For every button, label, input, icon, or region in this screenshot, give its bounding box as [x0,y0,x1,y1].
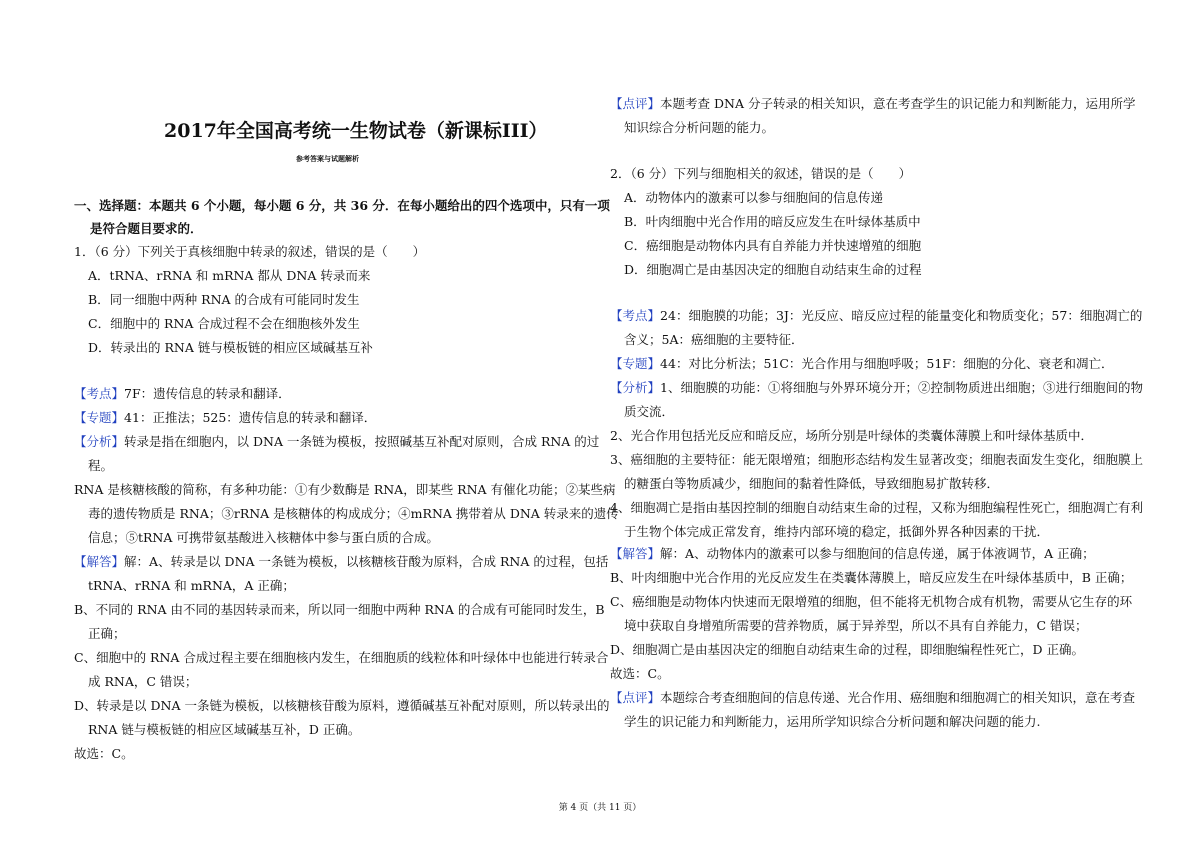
jieda-2-tag: 解答 [622,546,648,561]
rna-line-3: 信息；⑤tRNA 可携带氨基酸进入核糖体中参与蛋白质的合成。 [88,530,439,545]
zhuanti-2-tag: 专题 [622,356,648,371]
fenxi-1: 【分析】转录是指在细胞内，以 DNA 一条链为模板，按照碱基互补配对原则，合成 RNA 的过 [74,434,600,449]
kaodian-2: 【考点】24：细胞膜的功能；3J：光反应、暗反应过程的能量变化和物质变化；57：细胞凋亡的 [610,308,1143,323]
dianping-1-text: 本题考查 DNA 分子转录的相关知识，意在考查学生的识记能力和判断能力，运用所学 [660,96,1136,111]
fenxi-1-cont: 程。 [88,458,114,473]
point-3-line2: 的糖蛋白等物质减少，细胞间的黏着性降低，导致细胞易扩散转移． [624,476,1000,491]
page-title: 2017年全国高考统一生物试卷（新课标III） [164,120,548,142]
jieda-1: 【解答】解：A、转录是以 DNA 一条链为模板，以核糖核苷酸为原料，合成 RNA 的过程，包括 [74,554,609,569]
kaodian-1-tag: 考点 [86,386,112,401]
kaodian-2-cont: 含义；5A：癌细胞的主要特征． [624,332,804,347]
question-2-stem: 2．（6 分）下列与细胞相关的叙述，错误的是（ ） [610,166,912,181]
dianping-2-tag: 点评 [622,690,648,705]
fenxi-2-tag: 分析 [622,380,648,395]
answer-d-line2: RNA 链与模板链的相应区域碱基互补，D 正确。 [88,722,361,737]
question-1-option-b: B．同一细胞中两种 RNA 的合成有可能同时发生 [88,292,360,307]
fenxi-1-tag: 分析 [86,434,112,449]
rna-line-2: 毒的遗传物质是 RNA；③rRNA 是核糖体的构成成分；④mRNA 携带着从 DNA 转录来的遗传 [88,506,619,521]
fenxi-2-cont: 质交流． [624,404,675,419]
kaodian-1-text: 7F：遗传信息的转录和翻译． [124,386,291,401]
zhuanti-1-tag: 专题 [86,410,112,425]
answer-b-line2: 正确； [88,626,126,641]
point-3-line1: 3、癌细胞的主要特征：能无限增殖；细胞形态结构发生显著改变；细胞表面发生变化，细胞膜上 [610,452,1143,467]
answer-b-line1: B、不同的 RNA 由不同的基因转录而来，所以同一细胞中两种 RNA 的合成有可能同时发生，B [74,602,605,617]
kaodian-1: 【考点】7F：遗传信息的转录和翻译． [74,386,291,401]
zhuanti-2-text: 44：对比分析法；51C：光合作用与细胞呼吸；51F：细胞的分化、衰老和凋亡． [660,356,1114,371]
fenxi-2: 【分析】1、细胞膜的功能：①将细胞与外界环境分开；②控制物质进出细胞；③进行细胞间的物 [610,380,1144,395]
zhuanti-1-text: 41：正推法；525：遗传信息的转录和翻译． [124,410,377,425]
section-heading-line2: 是符合题目要求的． [90,221,203,236]
fenxi-2-text: 1、细胞膜的功能：①将细胞与外界环境分开；②控制物质进出细胞；③进行细胞间的物 [660,380,1144,395]
fenxi-1-text: 转录是指在细胞内，以 DNA 一条链为模板，按照碱基互补配对原则，合成 RNA 的过 [124,434,600,449]
point-4-line2: 于生物个体完成正常发育，维持内部环境的稳定，抵御外界各种因素的干扰． [624,524,1050,539]
page-footer: 第 4 页（共 11 页） [558,803,642,813]
zhuanti-2: 【专题】44：对比分析法；51C：光合作用与细胞呼吸；51F：细胞的分化、衰老和凋亡． [610,356,1114,371]
answer2-c-line2: 境中获取自身增殖所需要的营养物质，属于异养型，所以不具有自养能力，C 错误； [624,618,1088,633]
dianping-1: 【点评】本题考查 DNA 分子转录的相关知识，意在考查学生的识记能力和判断能力，运用所学 [610,96,1136,111]
kaodian-2-text: 24：细胞膜的功能；3J：光反应、暗反应过程的能量变化和物质变化；57：细胞凋亡的 [660,308,1143,323]
answer-d-line1: D、转录是以 DNA 一条链为模板，以核糖核苷酸为原料，遵循碱基互补配对原则，所以转录出的 [74,698,610,713]
answer-c-line2: 成 RNA，C 错误； [88,674,198,689]
question-1-option-c: C．细胞中的 RNA 合成过程不会在细胞核外发生 [88,316,360,331]
dianping-2-cont: 学生的识记能力和判断能力，运用所学知识综合分析问题和解决问题的能力. [624,714,1041,729]
answer2-d: D、细胞凋亡是由基因决定的细胞自动结束生命的过程，即细胞编程性死亡，D 正确。 [610,642,1085,657]
section-heading-line1: 一、选择题：本题共 6 个小题，每小题 6 分，共 36 分．在每小题给出的四个选项中，只有一项 [74,198,610,213]
dianping-1-tag: 点评 [622,96,648,111]
dianping-2: 【点评】本题综合考查细胞间的信息传递、光合作用、癌细胞和细胞凋亡的相关知识，意在考查 [610,690,1136,705]
jieda-1-cont: tRNA、rRNA 和 mRNA，A 正确； [88,578,295,593]
question-1-stem: 1．（6 分）下列关于真核细胞中转录的叙述，错误的是（ ） [74,244,426,259]
choice-1: 故选：C。 [74,746,134,761]
jieda-2-text: 解：A、动物体内的激素可以参与细胞间的信息传递，属于体液调节，A 正确； [660,546,1095,561]
question-1-option-d: D．转录出的 RNA 链与模板链的相应区域碱基互补 [88,340,373,355]
answer-c-line1: C、细胞中的 RNA 合成过程主要在细胞核内发生，在细胞质的线粒体和叶绿体中也能进行转录合 [74,650,609,665]
answer2-c-line1: C、癌细胞是动物体内快速而无限增殖的细胞，但不能将无机物合成有机物，需要从它生存的环 [610,594,1133,609]
point-2: 2、光合作用包括光反应和暗反应，场所分别是叶绿体的类囊体薄膜上和叶绿体基质中． [610,428,1093,443]
rna-line-1: RNA 是核糖核酸的简称，有多种功能：①有少数酶是 RNA，即某些 RNA 有催化功能；②某些病 [74,482,616,497]
point-4-line1: 4、细胞凋亡是指由基因控制的细胞自动结束生命的过程，又称为细胞编程性死亡，细胞凋亡有利 [610,500,1143,515]
question-2-option-b: B．叶肉细胞中光合作用的暗反应发生在叶绿体基质中 [624,214,921,229]
jieda-1-tag: 解答 [86,554,112,569]
jieda-2: 【解答】解：A、动物体内的激素可以参与细胞间的信息传递，属于体液调节，A 正确； [610,546,1095,561]
answer2-b: B、叶肉细胞中光合作用的光反应发生在类囊体薄膜上，暗反应发生在叶绿体基质中，B 正确； [610,570,1133,585]
question-2-option-c: C．癌细胞是动物体内具有自养能力并快速增殖的细胞 [624,238,922,253]
dianping-2-text: 本题综合考查细胞间的信息传递、光合作用、癌细胞和细胞凋亡的相关知识，意在考查 [660,690,1136,705]
question-2-option-d: D．细胞凋亡是由基因决定的细胞自动结束生命的过程 [624,262,922,277]
zhuanti-1: 【专题】41：正推法；525：遗传信息的转录和翻译． [74,410,377,425]
kaodian-2-tag: 考点 [622,308,648,323]
question-1-option-a: A．tRNA、rRNA 和 mRNA 都从 DNA 转录而来 [88,268,371,283]
page-subtitle: 参考答案与试题解析 [296,154,359,163]
dianping-1-cont: 知识综合分析问题的能力。 [624,120,775,135]
question-2-option-a: A．动物体内的激素可以参与细胞间的信息传递 [624,190,884,205]
choice-2: 故选：C。 [610,666,670,681]
jieda-1-text: 解：A、转录是以 DNA 一条链为模板，以核糖核苷酸为原料，合成 RNA 的过程，包括 [124,554,609,569]
